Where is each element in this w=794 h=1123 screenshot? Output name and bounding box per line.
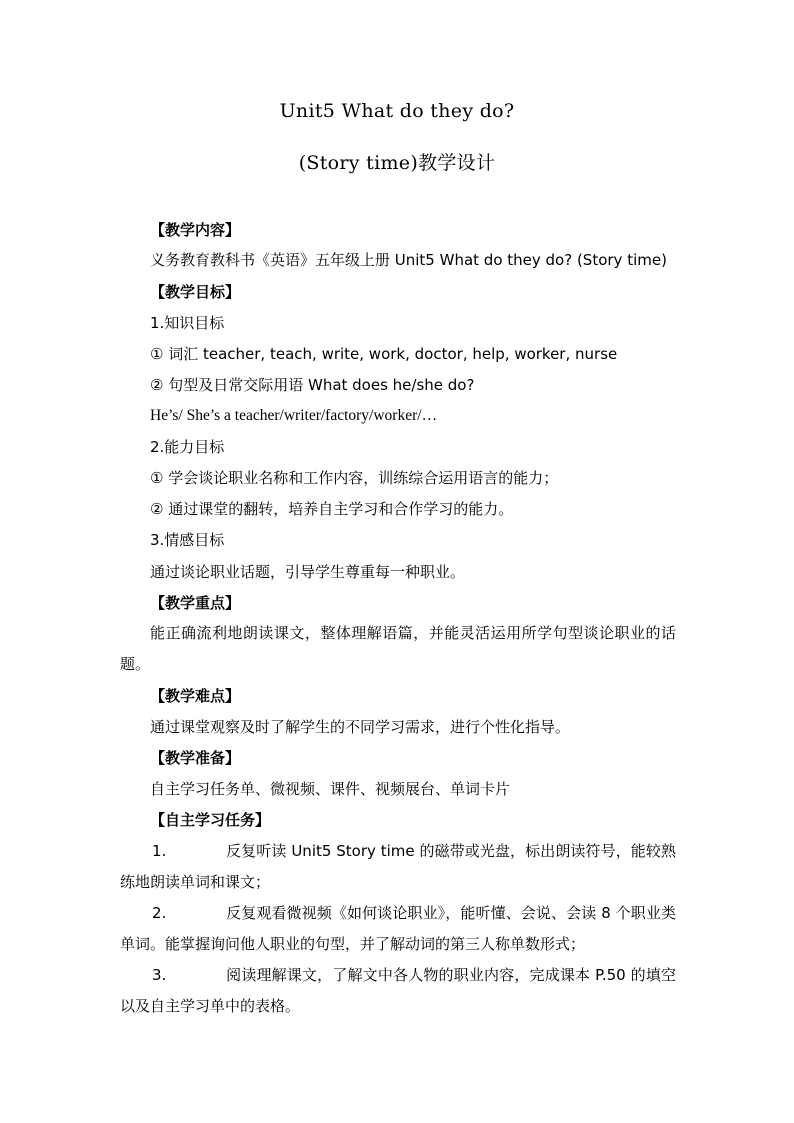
self-study-item-number: 1. bbox=[152, 842, 167, 860]
self-study-item bbox=[120, 836, 676, 898]
content-heading: 【教学内容】 bbox=[150, 221, 241, 239]
difficulties-heading: 【教学难点】 bbox=[150, 687, 241, 705]
knowledge-example: He’s/ She’s a teacher/writer/factory/worker/… bbox=[150, 407, 438, 424]
self-study-item-number: 2. bbox=[152, 904, 167, 922]
key-points-text: 能正确流利地朗读课文，整体理解语篇，并能灵活运用所学句型谈论职业的话题。 bbox=[120, 624, 676, 673]
ability-title: 2.能力目标 bbox=[150, 438, 225, 456]
self-study-item-number: 3. bbox=[152, 966, 167, 984]
self-study-item-text: 反复观看微视频《如何谈论职业》，能听懂、会说、会读 8 个职业类单词。能掌握询问他人职业的句型，并了解动词的第三人称单数形式； bbox=[120, 904, 676, 953]
knowledge-title: 1.知识目标 bbox=[150, 314, 225, 332]
self-study-item bbox=[120, 960, 676, 1022]
knowledge-vocab: ① 词汇 teacher, teach, write, work, doctor, help, worker, nurse bbox=[150, 345, 618, 363]
preparation-text: 自主学习任务单、微视频、课件、视频展台、单词卡片 bbox=[150, 780, 511, 798]
document-title: Unit5 What do they do? bbox=[279, 100, 515, 122]
self-study-item-text: 阅读理解课文，了解文中各人物的职业内容，完成课本 P.50 的填空以及自主学习单中的表格。 bbox=[120, 966, 676, 1015]
document-subtitle: (Story time)教学设计 bbox=[298, 152, 496, 174]
self-study-heading: 【自主学习任务】 bbox=[150, 811, 271, 829]
content-text: 义务教育教科书《英语》五年级上册 Unit5 What do they do? (Story time) bbox=[150, 251, 667, 269]
ability-item-1: ① 学会谈论职业名称和工作内容，训练综合运用语言的能力； bbox=[150, 469, 559, 487]
self-study-item-text: 反复听读 Unit5 Story time 的磁带或光盘，标出朗读符号，能较熟练地朗读单词和课文； bbox=[120, 842, 676, 891]
preparation-heading: 【教学准备】 bbox=[150, 749, 241, 767]
self-study-item bbox=[120, 898, 676, 960]
objectives-heading: 【教学目标】 bbox=[150, 283, 241, 301]
ability-item-2: ② 通过课堂的翻转，培养自主学习和合作学习的能力。 bbox=[150, 500, 514, 518]
emotion-item: 通过谈论职业话题，引导学生尊重每一种职业。 bbox=[150, 563, 466, 581]
key-points-heading: 【教学重点】 bbox=[150, 594, 241, 612]
knowledge-sentence: ② 句型及日常交际用语 What does he/she do? bbox=[150, 376, 475, 394]
emotion-title: 3.情感目标 bbox=[150, 531, 225, 549]
difficulties-text: 通过课堂观察及时了解学生的不同学习需求，进行个性化指导。 bbox=[150, 718, 571, 736]
